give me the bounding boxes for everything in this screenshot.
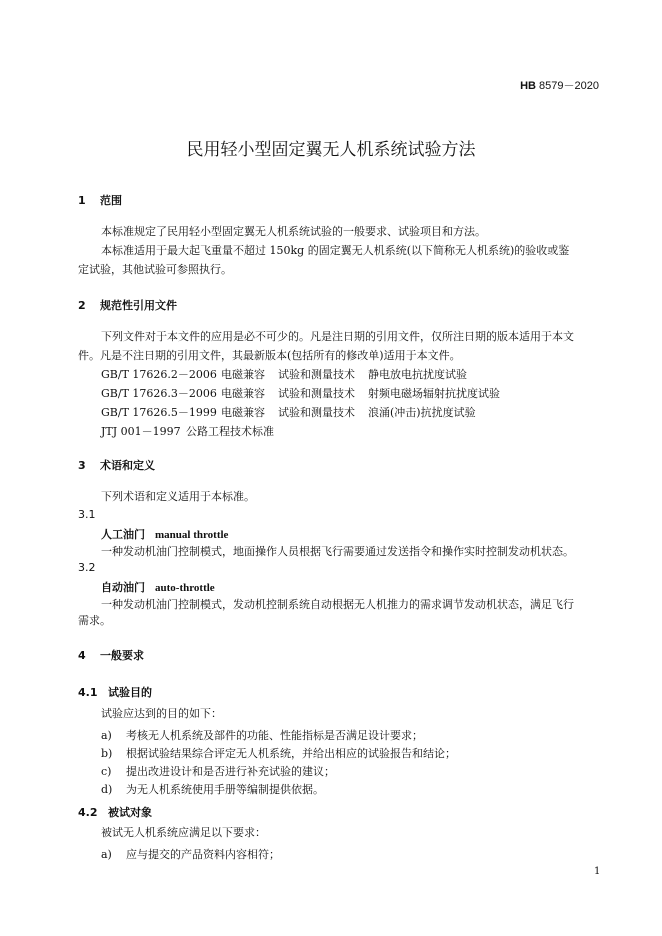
section-4-1-title: 试验目的 xyxy=(108,686,152,699)
term-3-2-definition-line-1: 一种发动机油门控制模式，发动机控制系统自动根据无人机推力的需求调节发动机状态，满足飞行 xyxy=(101,598,574,611)
section-1-number: 1 xyxy=(78,194,86,207)
section-3-intro: 下列术语和定义适用于本标准。 xyxy=(101,490,255,503)
reference-name: 浪涌(冲击)抗扰度试验 xyxy=(368,406,476,419)
section-4-1-intro: 试验应达到的目的如下： xyxy=(101,707,222,720)
section-2-intro-line-1: 下列文件对于本文件的应用是必不可少的。凡是注日期的引用文件，仅所注日期的版本适用于本文 xyxy=(101,330,574,343)
list-item-label: a) xyxy=(101,848,112,861)
section-4-2-title: 被试对象 xyxy=(108,806,152,819)
reference-category: 电磁兼容 xyxy=(221,406,265,419)
list-item xyxy=(101,763,335,779)
term-3-1-definition: 一种发动机油门控制模式，地面操作人员根据飞行需要通过发送指令和操作实时控制发动机状态。 xyxy=(101,545,574,558)
term-3-2-definition-line-2: 需求。 xyxy=(78,614,111,627)
reference-subcategory: 试验和测量技术 xyxy=(278,368,355,381)
reference-subcategory: 试验和测量技术 xyxy=(278,406,355,419)
section-2-intro-line-2: 件。凡是不注日期的引用文件，其最新版本(包括所有的修改单)适用于本文件。 xyxy=(78,349,461,362)
section-2-heading xyxy=(78,297,177,313)
section-1-paragraph-2-line-2: 定试验，其他试验可参照执行。 xyxy=(78,263,232,276)
list-item-text: 应与提交的产品资料内容相符； xyxy=(126,848,280,861)
list-item xyxy=(101,846,280,862)
section-2-title: 规范性引用文件 xyxy=(100,299,177,312)
reference-name: 静电放电抗扰度试验 xyxy=(368,368,467,381)
list-item-text: 考核无人机系统及部件的功能、性能指标是否满足设计要求； xyxy=(126,729,423,742)
term-3-2-heading xyxy=(101,579,215,595)
section-4-2-number: 4.2 xyxy=(78,806,98,819)
section-1-heading xyxy=(78,192,122,208)
reference-code: JTJ 001－1997 xyxy=(101,425,181,438)
reference-category: 公路工程技术标准 xyxy=(186,425,274,438)
list-item-text: 提出改进设计和是否进行补充试验的建议； xyxy=(126,765,335,778)
section-4-heading xyxy=(78,647,144,663)
section-4-title: 一般要求 xyxy=(100,649,144,662)
section-1-title: 范围 xyxy=(100,194,122,207)
term-3-2-en: auto-throttle xyxy=(155,582,215,594)
list-item xyxy=(101,781,324,797)
reference-category: 电磁兼容 xyxy=(221,387,265,400)
section-3-number: 3 xyxy=(78,459,86,472)
standard-code xyxy=(520,77,599,93)
reference-code: GB/T 17626.2－2006 xyxy=(101,368,217,381)
reference-item xyxy=(101,403,476,422)
reference-item xyxy=(101,422,274,441)
list-item-text: 根据试验结果综合评定无人机系统，并给出相应的试验报告和结论； xyxy=(126,747,456,760)
section-4-2-intro: 被试无人机系统应满足以下要求： xyxy=(101,826,266,839)
reference-subcategory: 试验和测量技术 xyxy=(278,387,355,400)
section-4-2-heading xyxy=(78,804,152,820)
list-item xyxy=(101,727,423,743)
reference-code: GB/T 17626.5－1999 xyxy=(101,406,217,419)
list-item-text: 为无人机系统使用手册等编制提供依据。 xyxy=(126,783,324,796)
term-3-2-number: 3.2 xyxy=(78,561,96,574)
list-item xyxy=(101,745,456,761)
document-title: 民用轻小型固定翼无人机系统试验方法 xyxy=(186,140,476,160)
term-3-2-zh: 自动油门 xyxy=(101,581,145,594)
section-1-paragraph-1: 本标准规定了民用轻小型固定翼无人机系统试验的一般要求、试验项目和方法。 xyxy=(101,225,486,238)
section-4-1-number: 4.1 xyxy=(78,686,98,699)
section-3-title: 术语和定义 xyxy=(100,459,155,472)
list-item-label: c) xyxy=(101,765,112,778)
reference-item xyxy=(101,384,500,403)
reference-code: GB/T 17626.3－2006 xyxy=(101,387,217,400)
list-item-label: d) xyxy=(101,783,113,796)
list-item-label: b) xyxy=(101,747,113,760)
term-3-1-en: manual throttle xyxy=(155,529,229,541)
section-4-1-heading xyxy=(78,684,152,700)
term-3-1-number: 3.1 xyxy=(78,508,96,521)
list-item-label: a) xyxy=(101,729,112,742)
section-2-number: 2 xyxy=(78,299,86,312)
section-3-heading xyxy=(78,457,155,473)
reference-category: 电磁兼容 xyxy=(221,368,265,381)
term-3-1-zh: 人工油门 xyxy=(101,528,145,541)
term-3-1-heading xyxy=(101,526,228,542)
page-number: 1 xyxy=(594,866,601,877)
standard-code-prefix: HB xyxy=(520,80,536,92)
section-1-paragraph-2-line-1: 本标准适用于最大起飞重量不超过 150kg 的固定翼无人机系统(以下简称无人机系统)的验收或鉴 xyxy=(101,244,570,257)
standard-code-number: 8579－2020 xyxy=(539,80,599,92)
section-4-number: 4 xyxy=(78,649,86,662)
reference-name: 射频电磁场辐射抗扰度试验 xyxy=(368,387,500,400)
reference-item xyxy=(101,365,467,384)
